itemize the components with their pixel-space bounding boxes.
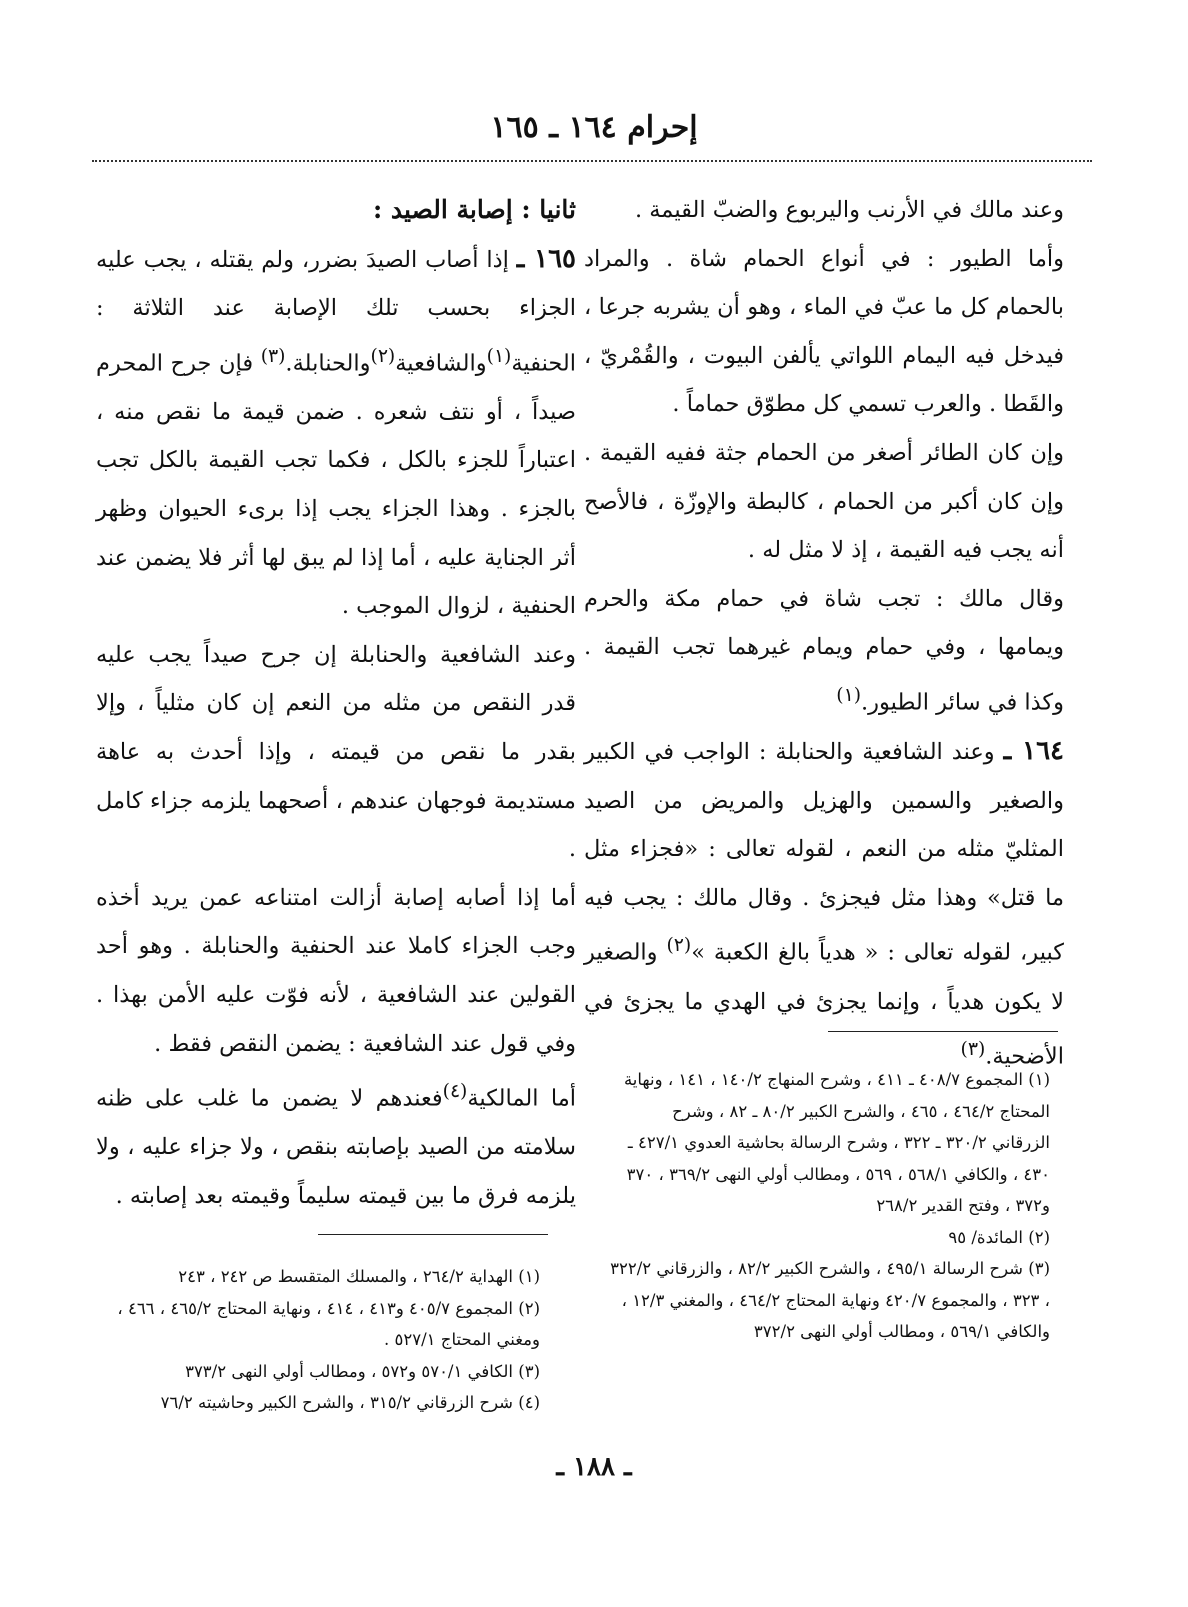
paragraph: وعند مالك في الأرنب واليربوع والضبّ القيمة . <box>634 197 1064 223</box>
footnote-separator <box>318 1234 548 1235</box>
footnote: (١) المجموع ٤٠٨/٧ ـ ٤١١ ، وشرح المنهاج ١٤٠/٢ ، ١٤١ ، ونهاية المحتاج ٤٦٤/٢ ، ٤٦٥ ، والشرح الكبير ٨٠/٢ ـ ٨٢ ، وشرح الزرقاني ٣٢٠/٢ ـ ٣٢٢ ، وشرح الرسالة بحاشية العدوي ٤٢٧/١ ـ ٤٣٠ ، والكافي ٥٦٨/١ ، ٥٦٩ ، ومطالب أولي النهى ٣٦٩/٢ ، ٣٧٠ و٣٧٢ ، وفتح القدير ٢٦٨/٢ <box>623 1070 1050 1215</box>
paragraph-text: والحنابلة. <box>285 350 371 377</box>
footnote-separator <box>828 1031 1058 1032</box>
footnote: (١) الهداية ٢٦٤/٢ ، والمسلك المتقسط ص ٢٤٢ ، ٢٤٣ <box>178 1267 540 1286</box>
footnote-ref: (٤) <box>442 1081 468 1103</box>
footnotes-left <box>100 1261 540 1419</box>
paragraph-text: أما المالكية <box>467 1085 576 1112</box>
paragraph-text: فإن جرح المحرم صيداً ، أو نتف شعره . ضمن قيمة ما نقص منه ، اعتباراً للجزء بالكل ، فكما تجب القيمة بالكل تجب بالجزء . وهذا الجزاء يجب إذا برىء الحيوان وظهر أثر الجناية عليه ، أما إذا لم يبق لها أثر فلا يضمن عند الحنفية ، لزوال الموجب . <box>96 350 576 620</box>
section-heading: ثانيا : إصابة الصيد : <box>372 195 576 224</box>
footnote: (٢) المجموع ٤٠٥/٧ و٤١٣ ، ٤١٤ ، ونهاية المحتاج ٤٦٥/٢ ، ٤٦٦ ، ومغني المحتاج ٥٢٧/١ . <box>117 1298 540 1349</box>
paragraph: وأما الطيور : في أنواع الحمام شاة . والمراد بالحمام كل ما عبّ في الماء ، وهو أن يشربه جرعا ، فيدخل فيه اليمام اللواتي يألفن البيوت ، والقُمْريّ ، والقَطا . والعرب تسمي كل مطوّق حماماً . <box>584 245 1064 418</box>
paragraph: وعند الشافعية والحنابلة إن جرح صيداً يجب عليه قدر النقص من مثله من النعم إن كان مثلياً ، وإلا بقدر ما نقص من قيمته ، وإذا أحدث به عاهة مستديمة فوجهان عندهم ، أصحهما يلزمه جزاء كامل . <box>96 641 576 863</box>
footnote: (٣) شرح الرسالة ٤٩٥/١ ، والشرح الكبير ٨٢/٢ ، والزرقاني ٣٢٢/٢ ، ٣٢٣ ، والمجموع ٤٢٠/٧ ونهاية المحتاج ٤٦٤/٢ ، والمغني ١٢/٣ ، والكافي ٥٦٩/١ ، ومطالب أولي النهى ٣٧٢/٢ <box>610 1259 1050 1341</box>
footnote-ref: (١) <box>836 684 862 706</box>
paragraph-text: والشافعية <box>395 350 487 377</box>
paragraph <box>96 235 576 631</box>
paragraph <box>96 1068 576 1220</box>
footnote: (٤) شرح الزرقاني ٣١٥/٢ ، والشرح الكبير وحاشيته ٧٦/٢ <box>160 1393 540 1412</box>
page-header: إحرام ١٦٤ ـ ١٦٥ <box>490 110 698 145</box>
paragraph-text: إذا أصاب الصيدَ بضرر، ولم يقتله ، يجب عليه الجزاء بحسب تلك الإصابة عند الثلاثة : الحنفية <box>96 246 576 377</box>
footnote-ref: (١) <box>486 345 512 367</box>
paragraph <box>584 727 1064 1081</box>
footnotes-right <box>610 1064 1050 1348</box>
page-number: ـ ١٨٨ ـ <box>556 1452 632 1482</box>
paragraph <box>584 575 1064 727</box>
left-column <box>96 186 576 1220</box>
footnote-ref: (٢) <box>666 935 692 957</box>
right-column <box>584 186 1064 1081</box>
section-number: ١٦٤ ـ <box>1003 736 1065 767</box>
paragraph-text: فعندهم لا يضمن ما غلب على ظنه سلامته من الصيد بإصابته بنقص ، ولا جزاء عليه ، ولا يلزمه فرق ما بين قيمته سليماً وقيمته بعد إصابته . <box>96 1085 576 1209</box>
section-number: ١٦٥ ـ <box>516 243 577 274</box>
footnote-ref: (٢) <box>370 345 396 367</box>
footnote: (٢) المائدة/ ٩٥ <box>948 1227 1050 1247</box>
paragraph: أما إذا أصابه إصابة أزالت امتناعه عمن يريد أخذه وجب الجزاء كاملا عند الحنفية والحنابلة . وهو أحد القولين عند الشافعية ، لأنه فوّت عليه الأمن بهذا . وفي قول عند الشافعية : يضمن النقص فقط . <box>96 884 576 1057</box>
paragraph-text: وعند الشافعية والحنابلة : الواجب في الكبير والصغير والسمين والهزيل والمريض من الصيد المثليّ مثله من النعم ، لقوله تعالى : «فجزاء مثل ما قتل» وهذا مثل فيجزئ . وقال مالك : يجب فيه كبير، لقوله تعالى : « هدياً بالغ الكعبة » <box>584 739 1064 966</box>
paragraph: وإن كان الطائر أصغر من الحمام جثة ففيه القيمة . وإن كان أكبر من الحمام ، كالبطة والإوزّة ، فالأصح أنه يجب فيه القيمة ، إذ لا مثل له . <box>584 439 1064 564</box>
paragraph-text: والصغير لا يكون هدياً ، وإنما يجزئ في الهدي ما يجزئ في الأضحية. <box>584 939 1064 1070</box>
paragraph-text: وقال مالك : تجب شاة في حمام مكة والحرم ويمامها ، وفي حمام ويمام غيرهما تجب القيمة . وكذا في سائر الطيور. <box>584 585 1064 716</box>
footnote-ref: (٣) <box>960 1039 986 1061</box>
footnote-ref: (٣) <box>260 345 286 367</box>
footnote: (٣) الكافي ٥٧٠/١ و٥٧٢ ، ومطالب أولي النهى ٣٧٣/٢ <box>185 1361 540 1381</box>
header-dotted-rule <box>92 160 1092 162</box>
